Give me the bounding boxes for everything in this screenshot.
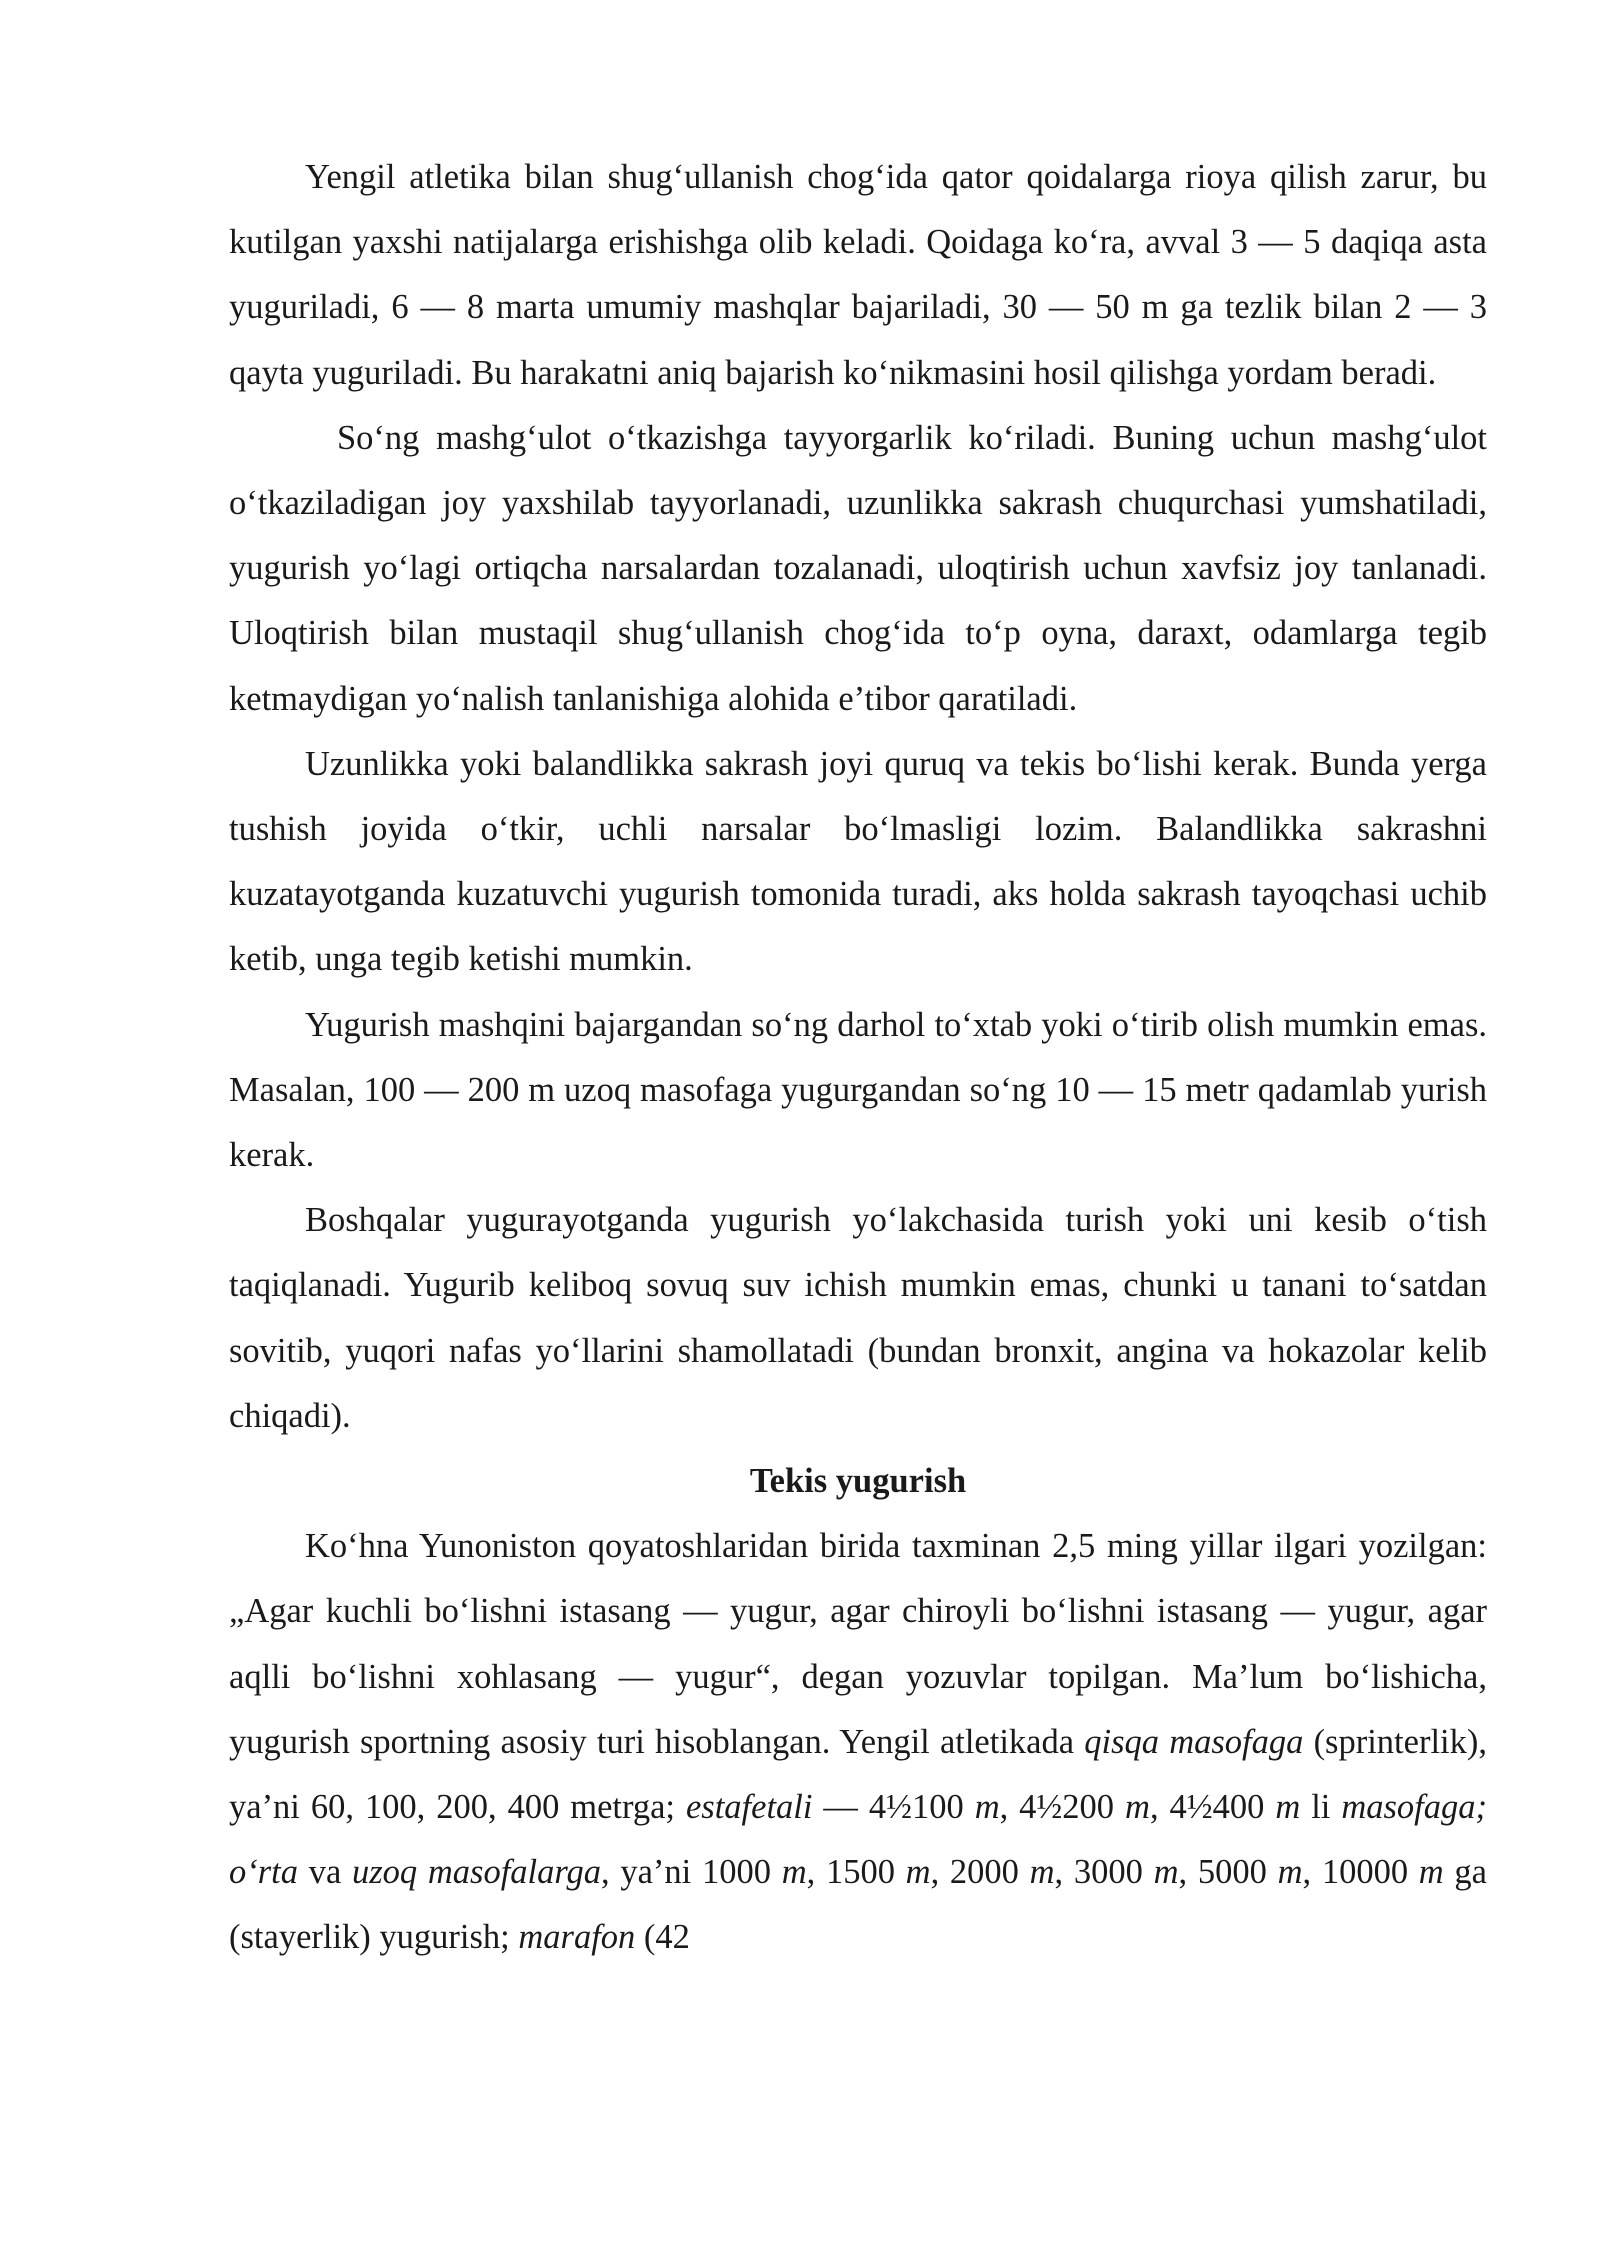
text-segment-italic: m — [1125, 1788, 1150, 1827]
text-segment-italic: masofaga; o‘rta — [229, 1788, 1488, 1892]
text-segment: Ko‘hna Yunoniston qoyatoshlaridan birida taxminan 2,5 ming yillar ilgari yozilgan: „Agar kuchli bo‘lishni istasang — yugur, agar chiroyli bo‘lishni istasang — yugur, agar aqlli bo‘lishni xohlasang — yugur“, degan yozuvlar topilgan. Ma’lum bo‘lishicha, yugurish sportning asosiy turi hisoblangan. Yengil atletikada — [229, 1527, 1487, 1761]
text-segment-italic: marafon — [518, 1918, 636, 1957]
text-segment: , ya’ni 1000 — [601, 1853, 782, 1892]
text-segment-italic: m — [1153, 1853, 1179, 1892]
text-segment-italic: qisqa masofaga — [1084, 1722, 1304, 1761]
text-segment: , 4½200 — [999, 1788, 1126, 1827]
text-segment-italic: m — [974, 1788, 1000, 1827]
text-segment-italic: m — [905, 1853, 931, 1892]
paragraph-running-history — [229, 1514, 1487, 1970]
text-segment-italic: m — [1029, 1853, 1055, 1892]
paragraph-text: So‘ng mashg‘ulot o‘tkazishga tayyorgarlik ko‘riladi. Buning uchun mashg‘ulot o‘tkaziladigan joy yaxshilab tayyorlanadi, uzunlikka sakrash chuqurchasi yumshatiladi, yugurish yo‘lagi ortiqcha narsalardan tozalanadi, uloqtirish uchun xavfsiz joy tanlanadi. Uloqtirish bilan mustaqil shug‘ullanish chog‘ida to‘p oyna, daraxt, odamlarga tegib ketmaydigan yo‘nalish tanlanishiga alohida e’tibor qaratiladi. — [229, 418, 1487, 718]
paragraph-safety-rules — [229, 145, 1487, 406]
text-segment-italic: m — [1277, 1853, 1303, 1892]
text-segment: li — [1300, 1788, 1342, 1827]
text-segment: , 2000 — [930, 1853, 1030, 1892]
text-segment: va — [298, 1853, 352, 1892]
text-segment: , 3000 — [1054, 1853, 1154, 1892]
paragraph-jump-area — [229, 732, 1487, 993]
text-segment: , 4½400 — [1149, 1788, 1276, 1827]
section-heading: Tekis yugurish — [749, 1462, 967, 1501]
paragraph-preparation — [229, 406, 1487, 732]
text-segment: , 10000 — [1302, 1853, 1419, 1892]
text-segment: , 5000 — [1178, 1853, 1278, 1892]
text-segment: , 1500 — [806, 1853, 906, 1892]
text-segment: (42 — [635, 1918, 690, 1957]
paragraph-text: Boshqalar yugurayotganda yugurish yo‘lakchasida turish yoki uni kesib o‘tish taqiqlanadi. Yugurib keliboq sovuq suv ichish mumkin emas, chunki u tanani to‘satdan sovitib, yuqori nafas yo‘llarini shamollatadi (bundan bronxit, angina va hokazolar kelib chiqadi). — [229, 1201, 1487, 1435]
text-segment: (sprinterlik), ya’ni 60, 100, 200, 400 metrga; — [229, 1722, 1487, 1827]
text-segment-italic: estafetali — [685, 1788, 813, 1827]
paragraph-text: Yugurish mashqini bajargandan so‘ng darhol to‘xtab yoki o‘tirib olish mumkin emas. Masalan, 100 — 200 m uzoq masofaga yugurgandan so‘ng 10 — 15 metr qadamlab yurish kerak. — [229, 1005, 1487, 1175]
text-segment-italic: m — [1275, 1788, 1301, 1827]
text-segment: ga (stayerlik) yugurish; — [229, 1853, 1487, 1957]
document-page — [229, 145, 1487, 1971]
text-segment-italic: m — [781, 1853, 807, 1892]
text-segment-italic: uzoq masofalarga — [351, 1853, 602, 1892]
text-segment-italic: m — [1418, 1853, 1444, 1892]
paragraph-after-running — [229, 993, 1487, 1189]
paragraph-track-safety — [229, 1188, 1487, 1449]
paragraph-text: Uzunlikka yoki balandlikka sakrash joyi quruq va tekis bo‘lishi kerak. Bunda yerga tushish joyida o‘tkir, uchli narsalar bo‘lmasligi lozim. Balandlikka sakrashni kuzatayotganda kuzatuvchi yugurish tomonida turadi, aks holda sakrash tayoqchasi uchib ketib, unga tegib ketishi mumkin. — [229, 744, 1487, 979]
paragraph-text: Yengil atletika bilan shug‘ullanish chog‘ida qator qoidalarga rioya qilish zarur, bu kutilgan yaxshi natijalarga erishishga olib keladi. Qoidaga ko‘ra, avval 3 — 5 daqiqa asta yuguriladi, 6 — 8 marta umumiy mashqlar bajariladi, 30 — 50 m ga tezlik bilan 2 — 3 qayta yuguriladi. Bu harakatni aniq bajarish ko‘nikmasini hosil qilishga yordam beradi. — [229, 158, 1487, 392]
text-segment: — 4½100 — [812, 1788, 975, 1827]
